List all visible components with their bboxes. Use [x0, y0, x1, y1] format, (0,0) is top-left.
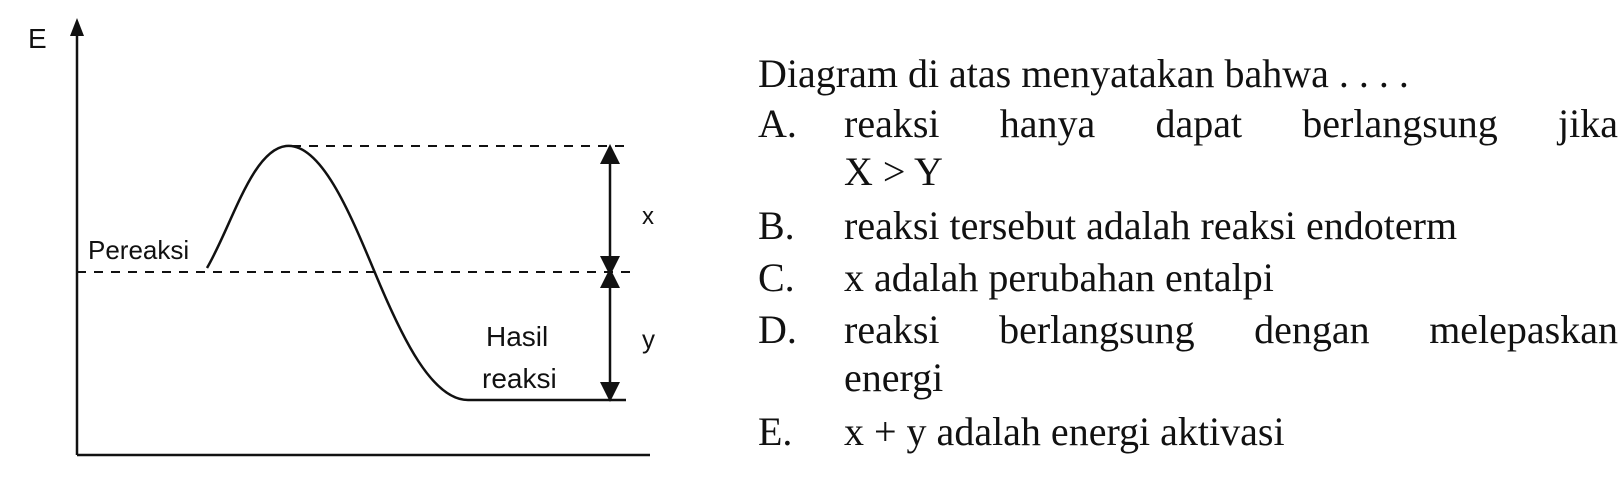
- option-word: dengan: [1254, 307, 1370, 352]
- products-label-line1: Hasil: [486, 321, 549, 352]
- option-e-line-1: x + y adalah energi aktivasi: [844, 409, 1285, 454]
- y-label: y: [642, 324, 655, 354]
- option-word: hanya: [999, 101, 1096, 146]
- option-word: reaksi: [844, 101, 940, 146]
- x-label: x: [642, 203, 654, 230]
- option-letter: E.: [758, 409, 793, 454]
- option-letter: C.: [758, 255, 795, 300]
- option-word: berlangsung: [1302, 101, 1498, 146]
- option-letter: D.: [758, 307, 797, 352]
- option-letter: B.: [758, 203, 795, 248]
- option-text: [844, 100, 1618, 196]
- option-d[interactable]: [758, 306, 1618, 402]
- question-block: [758, 50, 1618, 456]
- option-word: melepaskan: [1429, 307, 1618, 352]
- option-a-line-2: X > Y: [844, 149, 943, 194]
- option-b-line-1: reaksi tersebut adalah reaksi endoterm: [844, 203, 1458, 248]
- reactants-label: Pereaksi: [88, 235, 190, 265]
- option-word: berlangsung: [999, 307, 1195, 352]
- option-letter: A.: [758, 101, 797, 146]
- energy-axis-label: E: [28, 23, 47, 54]
- option-word: dapat: [1155, 101, 1243, 146]
- option-e[interactable]: [758, 408, 1618, 456]
- products-label-line2: reaksi: [482, 363, 557, 394]
- option-d-line-1: [844, 306, 1618, 354]
- option-c-line-1: x adalah perubahan entalpi: [844, 255, 1274, 300]
- option-a-line-1: [844, 100, 1618, 148]
- option-word: reaksi: [844, 307, 940, 352]
- option-text: [844, 408, 1618, 456]
- option-d-line-2: energi: [844, 355, 944, 400]
- option-word: jika: [1557, 101, 1618, 146]
- energy-axis-arrowhead: [70, 18, 84, 36]
- option-text: [844, 254, 1618, 302]
- option-b[interactable]: [758, 202, 1618, 250]
- question-stem: Diagram di atas menyatakan bahwa . . . .: [758, 51, 1409, 96]
- option-text: [844, 202, 1618, 250]
- option-c[interactable]: [758, 254, 1618, 302]
- option-a[interactable]: [758, 100, 1618, 196]
- energy-diagram: [0, 0, 700, 485]
- option-text: [844, 306, 1618, 402]
